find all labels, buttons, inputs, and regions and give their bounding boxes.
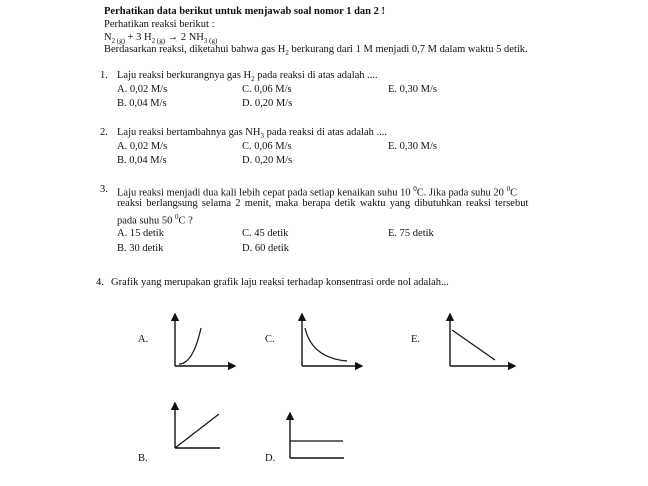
header-intro: Perhatikan reaksi berikut : (104, 19, 215, 30)
context-sub: 2 (285, 49, 289, 58)
q3-num: 3. (100, 184, 108, 195)
q3-line3 (117, 211, 193, 228)
q1-text-a: Laju reaksi berkurangnya gas H (117, 70, 252, 81)
header-title: Perhatikan data berikut untuk menjawab soal nomor 1 dan 2 ! (104, 6, 386, 17)
q2-option-c[interactable]: C. 0,06 M/s (242, 141, 292, 152)
context-text-a: Berdasarkan reaksi, diketahui bahwa gas H (104, 44, 286, 55)
q3-line3-b: C ? (178, 215, 193, 227)
reaction-plus: + 3 H (125, 32, 152, 43)
graph-b[interactable] (165, 398, 225, 458)
q3-line1-b: C. Jika pada suhu 20 (416, 187, 507, 199)
reaction-h2-sub: 2 (g) (151, 37, 166, 46)
q1-num: 1. (100, 70, 108, 81)
q2-text-b: pada reaksi di atas adalah .... (263, 127, 387, 138)
q1-option-e[interactable]: E. 0,30 M/s (388, 84, 438, 95)
graph-a[interactable] (165, 308, 240, 372)
q1-text-b: pada reaksi di atas adalah .... (254, 70, 378, 81)
q2-num: 2. (100, 127, 108, 138)
q3-degree-3: 0 (175, 213, 179, 221)
q1-option-d[interactable]: D. 0,20 M/s (242, 98, 293, 109)
graph-a-curve (179, 328, 201, 364)
graph-b-line (175, 414, 219, 448)
q4-text: Grafik yang merupakan grafik laju reaksi terhadap konsentrasi orde nol adalah... (111, 277, 449, 288)
q2-text-sub: 3 (260, 132, 264, 141)
graph-label-d[interactable]: D. (265, 453, 276, 464)
q2-option-a[interactable]: A. 0,02 M/s (117, 141, 168, 152)
graph-d[interactable] (280, 408, 350, 464)
q1-option-c[interactable]: C. 0,06 M/s (242, 84, 292, 95)
graph-label-c[interactable]: C. (265, 334, 275, 345)
graph-label-b[interactable]: B. (138, 453, 148, 464)
graph-e[interactable] (440, 308, 520, 372)
q2-option-b[interactable]: B. 0,04 M/s (117, 155, 167, 166)
q3-line2: reaksi berlangsung selama 2 menit, maka berapa detik waktu yang dibutuhkan reaksi tersebut (117, 198, 529, 209)
q1-option-b[interactable]: B. 0,04 M/s (117, 98, 167, 109)
graph-label-e[interactable]: E. (411, 334, 421, 345)
header-context (104, 43, 528, 60)
graph-e-line (452, 330, 495, 360)
q3-option-a[interactable]: A. 15 detik (117, 228, 164, 239)
reaction-n2-sub: 2 (g) (111, 37, 126, 46)
reaction-arrow: → 2 NH (165, 32, 204, 43)
q1-text-sub: 2 (251, 75, 255, 84)
q3-line1-c: C (510, 187, 518, 199)
q3-option-d[interactable]: D. 60 detik (242, 243, 289, 254)
q3-line3-a: pada suhu 50 (117, 215, 176, 227)
q3-option-c[interactable]: C. 45 detik (242, 228, 289, 239)
q4-num: 4. (96, 277, 104, 288)
q1-option-a[interactable]: A. 0,02 M/s (117, 84, 168, 95)
q2-text-a: Laju reaksi bertambahnya gas NH (117, 127, 261, 138)
reaction-n2: N (104, 32, 112, 43)
q3-option-b[interactable]: B. 30 detik (117, 243, 164, 254)
q2-option-e[interactable]: E. 0,30 M/s (388, 141, 438, 152)
reaction-nh3-sub: 3 (g) (203, 37, 218, 46)
q2-option-d[interactable]: D. 0,20 M/s (242, 155, 293, 166)
graph-label-a[interactable]: A. (138, 334, 149, 345)
q3-degree-1: 0 (413, 185, 417, 193)
context-text-b: berkurang dari 1 M menjadi 0,7 M dalam waktu 5 detik. (288, 44, 528, 55)
graph-c[interactable] (292, 308, 367, 372)
graph-c-curve (305, 328, 347, 361)
q3-option-e[interactable]: E. 75 detik (388, 228, 434, 239)
q3-degree-2: 0 (506, 185, 511, 193)
q3-line1-a: Laju reaksi menjadi dua kali lebih cepat pada setiap kenaikan suhu 10 (117, 187, 414, 199)
